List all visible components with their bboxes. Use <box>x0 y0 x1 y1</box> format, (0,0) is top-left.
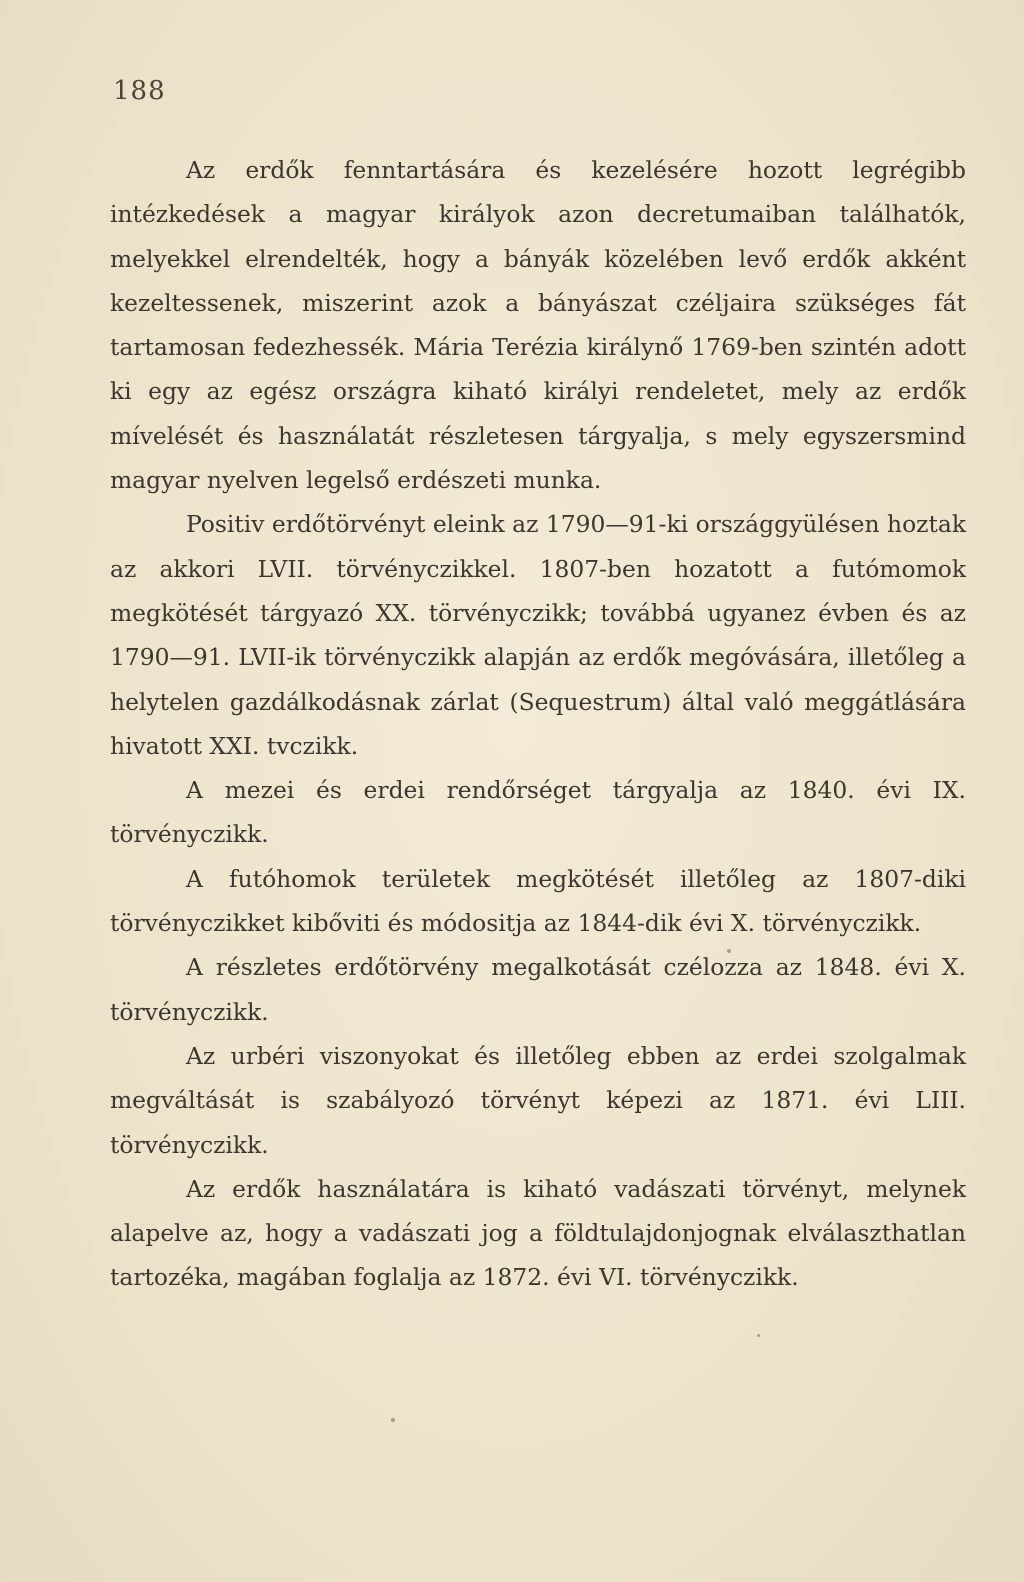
paragraph-5: A részletes erdőtörvény megalkotását czélozza az 1848. évi X. törvényczikk. <box>110 953 966 1026</box>
paragraph-2: Positiv erdőtörvényt eleink az 1790—91-ki országgyülésen hoztak az akkori LVII. törvényczikkel. 1807-ben hozatott a futómomok megkötését tárgyazó XX. törvényczikk; továbbá ugyanez évben és az 1790—91. LVII-ik törvényczikk alapján az erdők megóvására, illetőleg a helytelen gazdálkodásnak zárlat (Sequestrum) által való meggátlására hivatott XXI. tvczikk. <box>110 510 966 760</box>
paper-speck <box>757 1334 760 1337</box>
paragraph-6: Az urbéri viszonyokat és illetőleg ebben az erdei szolgalmak megváltását is szabályozó törvényt képezi az 1871. évi LIII. törvényczikk. <box>110 1041 966 1159</box>
paragraph-7: Az erdők használatára is kiható vadászati törvényt, melynek alapelve az, hogy a vadászati jog a földtulajdonjognak elválaszthatlan tartozéka, magában foglalja az 1872. évi VI. törvényczikk. <box>110 1174 966 1292</box>
page-number: 188 <box>113 76 166 106</box>
paragraph-4: A futóhomok területek megkötését illetőleg az 1807-diki törvényczikket kibőviti és módositja az 1844-dik évi X. törvényczikk. <box>110 864 966 938</box>
paper-speck <box>727 949 731 953</box>
paragraph-3: A mezei és erdei rendőrséget tárgyalja az 1840. évi IX. törvényczikk. <box>110 776 966 849</box>
paper-speck <box>391 1418 395 1422</box>
paragraph-1: Az erdők fenntartására és kezelésére hozott legrégibb intézkedések a magyar királyok azon decretumaiban találhatók, melyekkel elrendelték, hogy a bányák közelében levő erdők akként kezeltessenek, miszerint azok a bányászat czéljaira szükséges fát tartamosan fedezhessék. Mária Terézia királynő 1769-ben szintén adott ki egy az egész országra kiható királyi rendeletet, mely az erdők mívelését és használatát részletesen tárgyalja, s mely egyszersmind magyar nyelven legelső erdészeti munka. <box>110 156 966 495</box>
body-text <box>110 148 966 1300</box>
